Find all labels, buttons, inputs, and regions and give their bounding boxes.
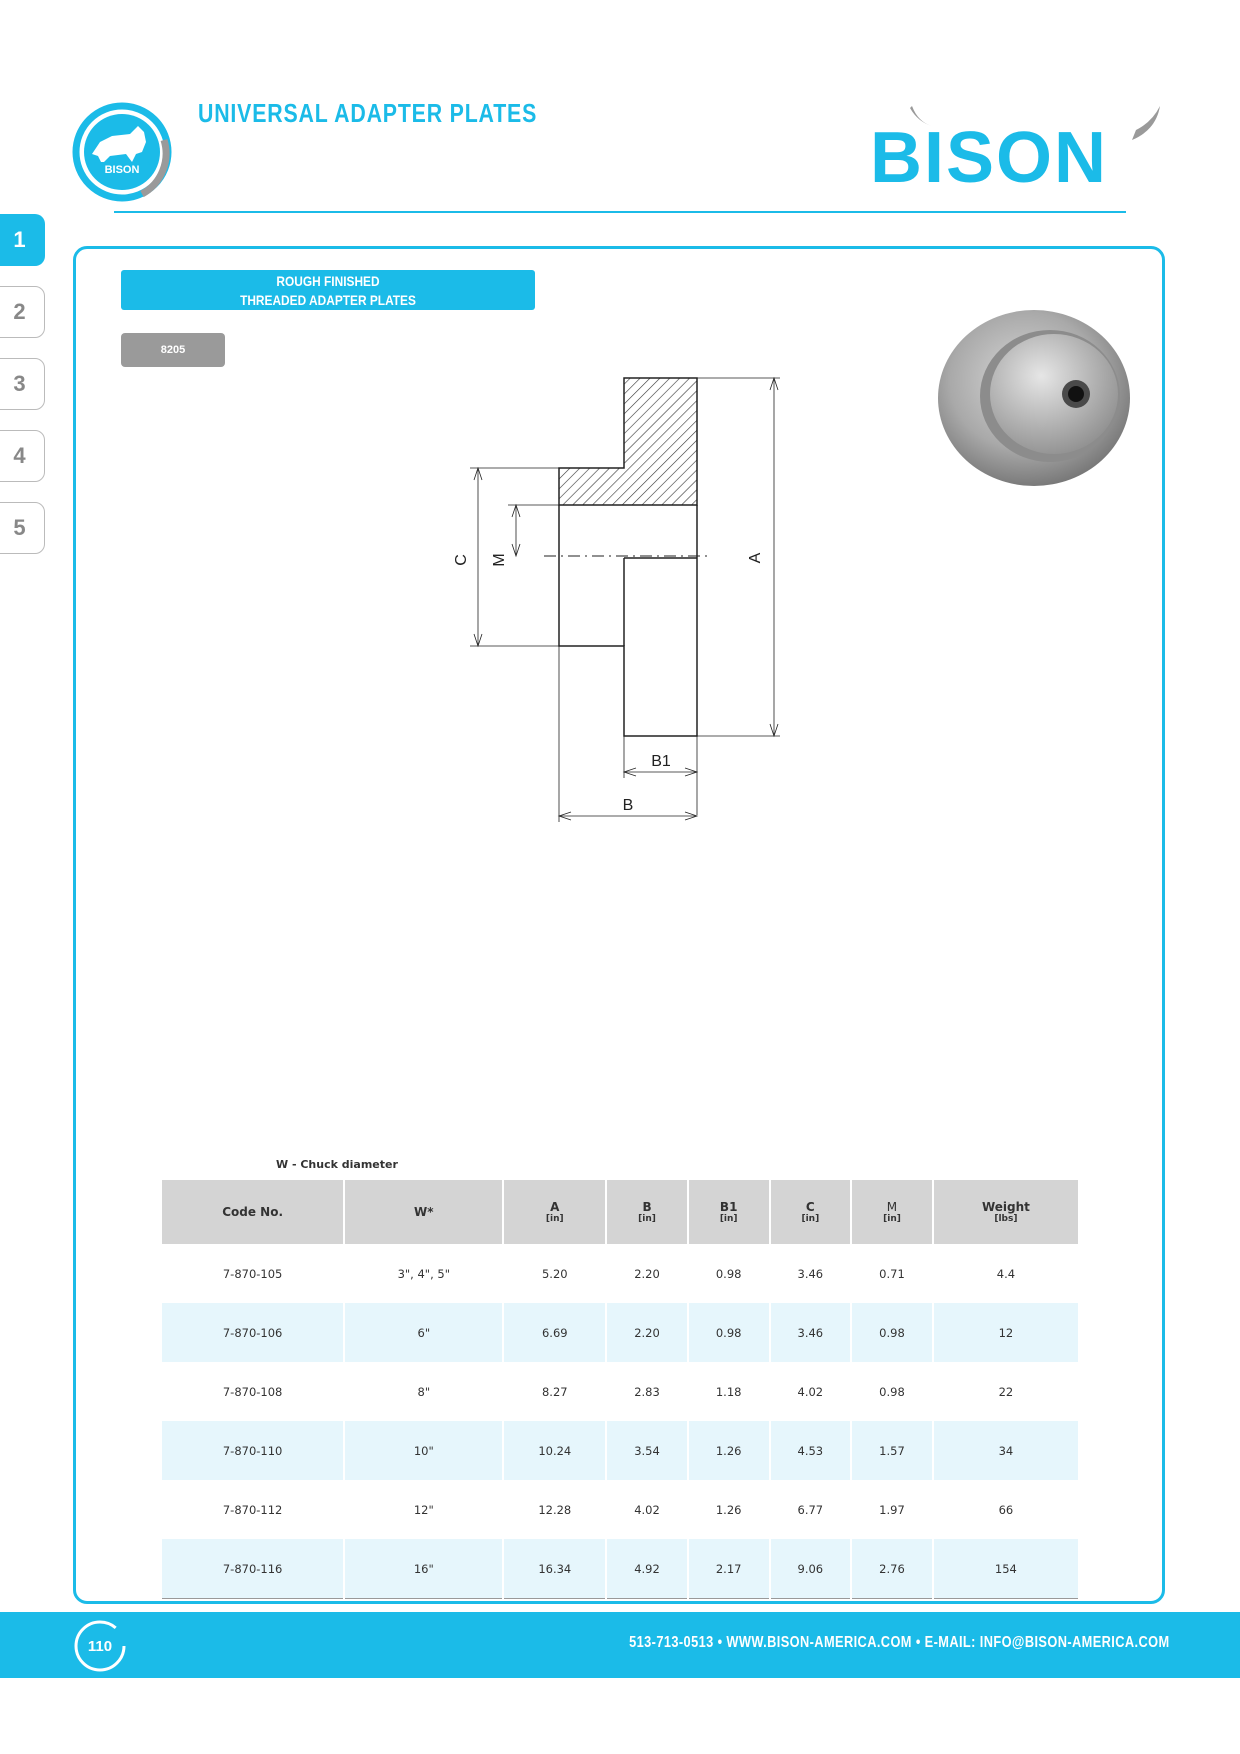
table-cell: 2.76 <box>852 1539 932 1599</box>
table-cell: 1.26 <box>689 1421 769 1480</box>
table-cell: 5.20 <box>541 1266 568 1281</box>
dim-label-m: M <box>491 553 508 567</box>
footer-contact: 513-713-0513 • WWW.BISON-AMERICA.COM • E-MAIL: INFO@BISON-AMERICA.COM <box>629 1634 1170 1651</box>
table-cell: 16.34 <box>504 1539 605 1599</box>
table-cell: 8.27 <box>541 1384 568 1399</box>
table-cell: 34 <box>934 1421 1078 1480</box>
table-cell: 0.98 <box>879 1384 905 1399</box>
table-row <box>162 1303 1078 1362</box>
chapter-tab-2[interactable]: 2 <box>0 286 45 338</box>
table-cell: 7-870-110 <box>162 1421 343 1480</box>
table-cell: 7-870-106 <box>162 1303 343 1362</box>
table-cell: 4.4 <box>996 1266 1016 1281</box>
table-cell: 1.18 <box>715 1384 742 1399</box>
dim-label-a: A <box>747 552 764 564</box>
table-cell: 12 <box>934 1303 1078 1362</box>
table-cell: 66 <box>998 1502 1014 1517</box>
table-row <box>162 1480 1078 1539</box>
table-cell: 8" <box>417 1384 431 1399</box>
table-cell: 1.97 <box>879 1502 905 1517</box>
table-cell: 6.77 <box>797 1502 824 1517</box>
chuck-diameter-note: W - Chuck diameter <box>276 1158 398 1171</box>
page-title: UNIVERSAL ADAPTER PLATES <box>198 98 538 128</box>
table-cell: 154 <box>934 1539 1078 1599</box>
table-cell: 7-870-112 <box>222 1502 283 1517</box>
col-header-a: A [in] <box>504 1180 605 1244</box>
table-cell: 16" <box>345 1539 502 1599</box>
table-cell: 0.98 <box>715 1266 742 1281</box>
logo-text: BISON <box>104 164 140 176</box>
chapter-tab-5[interactable]: 5 <box>0 502 45 554</box>
technical-drawing <box>440 360 800 830</box>
table-cell: 9.06 <box>771 1539 851 1599</box>
table-cell: 2.17 <box>689 1539 769 1599</box>
table-cell: 4.53 <box>771 1421 851 1480</box>
dim-label-b: B <box>622 797 634 814</box>
table-cell: 6.69 <box>504 1303 605 1362</box>
table-cell: 6" <box>345 1303 502 1362</box>
bison-brand-logo <box>860 100 1170 190</box>
dim-label-c: C <box>453 554 470 566</box>
col-header-m: M [in] <box>852 1180 932 1244</box>
section-banner-line1: ROUGH FINISHED <box>276 273 380 289</box>
table-row <box>162 1244 1078 1303</box>
col-header-weight: Weight [lbs] <box>934 1180 1078 1244</box>
chapter-tab-1[interactable]: 1 <box>0 214 45 266</box>
adapter-plate-photo <box>928 308 1136 488</box>
table-cell: 10" <box>345 1421 502 1480</box>
table-cell: 2.20 <box>634 1266 660 1281</box>
col-header-b1: B1 [in] <box>689 1180 769 1244</box>
table-cell: 7-870-116 <box>162 1539 343 1599</box>
table-row <box>162 1421 1078 1480</box>
bison-circle-logo <box>72 102 172 202</box>
table-cell: 1.57 <box>852 1421 932 1480</box>
table-cell: 10.24 <box>504 1421 605 1480</box>
table-cell: 0.98 <box>852 1303 932 1362</box>
table-cell: 3.54 <box>607 1421 687 1480</box>
col-header-w: W* <box>345 1180 502 1244</box>
table-cell: 0.98 <box>689 1303 769 1362</box>
table-cell: 7-870-108 <box>222 1384 283 1399</box>
table-cell: 3.46 <box>771 1303 851 1362</box>
table-cell: 1.26 <box>715 1502 742 1517</box>
table-header-row <box>162 1180 1078 1244</box>
section-banner <box>121 270 535 310</box>
table-cell: 3.46 <box>797 1266 824 1281</box>
header-divider <box>114 211 1126 213</box>
dim-label-b1: B1 <box>651 753 671 770</box>
table-cell: 3", 4", 5" <box>397 1266 451 1281</box>
col-header-code: Code No. <box>162 1180 343 1244</box>
table-cell: 4.02 <box>634 1502 660 1517</box>
table-cell: 2.83 <box>634 1384 660 1399</box>
table-cell: 0.71 <box>879 1266 905 1281</box>
table-row <box>162 1539 1078 1599</box>
brand-wordmark: BISON <box>870 118 1109 190</box>
table-cell: 7-870-105 <box>222 1266 283 1281</box>
chapter-tab-4[interactable]: 4 <box>0 430 45 482</box>
chapter-tab-3[interactable]: 3 <box>0 358 45 410</box>
table-cell: 2.20 <box>607 1303 687 1362</box>
model-tag: 8205 <box>121 333 225 367</box>
col-header-b: B [in] <box>607 1180 687 1244</box>
table-cell: 4.02 <box>797 1384 824 1399</box>
page-number: 110 <box>87 1637 113 1655</box>
table-cell: 12.28 <box>538 1502 572 1517</box>
col-header-c: C [in] <box>771 1180 851 1244</box>
table-cell: 12" <box>413 1502 434 1517</box>
spec-table <box>160 1180 1080 1599</box>
section-banner-line2: THREADED ADAPTER PLATES <box>240 292 416 308</box>
table-cell: 4.92 <box>607 1539 687 1599</box>
table-cell: 22 <box>998 1384 1014 1399</box>
table-row <box>162 1362 1078 1421</box>
